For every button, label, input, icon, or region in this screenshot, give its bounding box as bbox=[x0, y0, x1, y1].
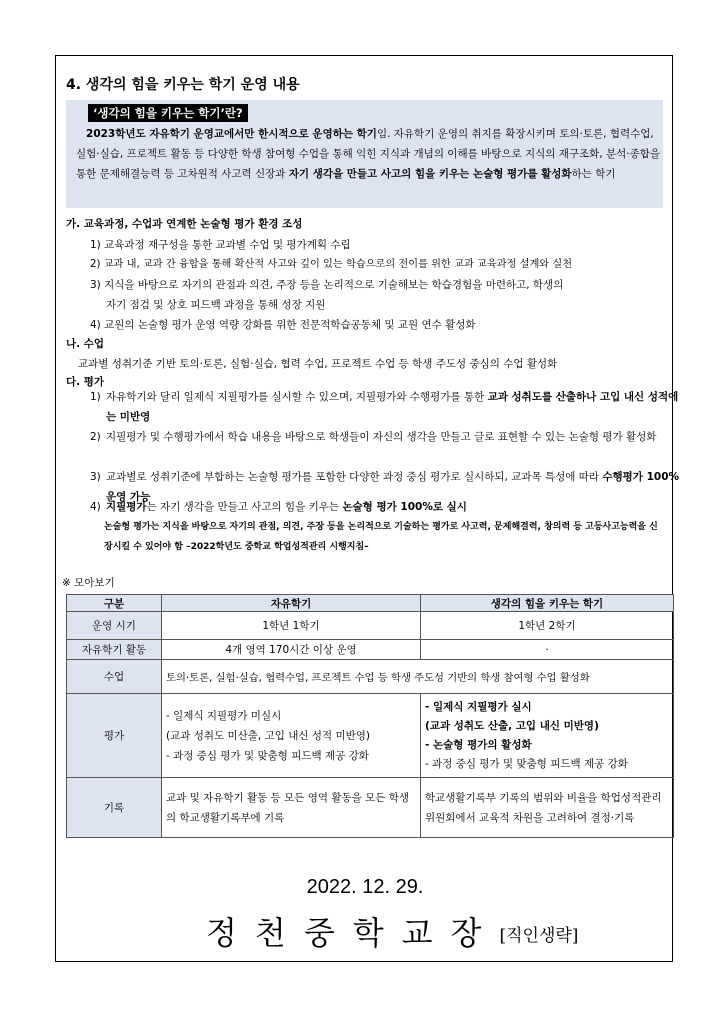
da-item-3-number: 3) bbox=[90, 471, 101, 483]
ga-item-3-cont: 자기 점검 및 상호 피드백 과정을 통해 성장 지원 bbox=[106, 299, 326, 311]
table-row bbox=[67, 640, 674, 660]
ga-title: 가. 교육과정, 수업과 연계한 논술형 평가 환경 조성 bbox=[66, 218, 303, 230]
row-label: 기록 bbox=[67, 778, 162, 838]
table-cell: 토의·토론, 실험·실습, 협력수업, 프로젝트 수업 등 학생 주도성 기반의 학생 참여형 수업 활성화 bbox=[162, 660, 674, 694]
header-free-semester: 자유학기 bbox=[162, 595, 421, 612]
definition-bold-1: 2023학년도 자유학기 운영교에서만 한시적으로 운영하는 학기 bbox=[86, 128, 377, 140]
da-item-3-bold: 수행평가 100% 운영 가능 bbox=[106, 471, 680, 503]
da-item-4-bold-1: 지필평가 bbox=[106, 501, 147, 513]
summary-note: ※ 모아보기 bbox=[62, 577, 115, 589]
da-item-1-number: 1) bbox=[90, 391, 101, 403]
da-item-4 bbox=[106, 497, 686, 517]
table-cell bbox=[162, 694, 421, 778]
cell-line: - 논술형 평가의 활성화 bbox=[425, 738, 532, 751]
signature-line bbox=[206, 908, 578, 954]
da-item-2-number: 2) bbox=[90, 431, 101, 443]
da-item-2: 지필평가 및 수행평가에서 학습 내용을 바탕으로 학생들이 자신의 생각을 만들고 글로 표현할 수 있는 논술형 평가 활성화 bbox=[106, 431, 657, 443]
da-item-1-bold: 교과 성취도를 산출하나 고입 내신 성적에는 미반영 bbox=[106, 391, 679, 423]
seal-note: [직인생략] bbox=[499, 926, 579, 946]
definition-end: 하는 학기 bbox=[571, 168, 616, 180]
evaluation-quote: 논술형 평가는 지식을 바탕으로 자기의 관점, 의견, 주장 등을 논리적으로 기술하는 평가로 사고력, 문제해결력, 창의력 등 고등사고능력을 신장시킬 수 있어야 함 –2022학년도 중학교 학업성적관리 시행지침– bbox=[104, 522, 658, 552]
table-cell: 4개 영역 170시간 이상 운영 bbox=[162, 640, 421, 660]
definition-bold-2: 자기 생각을 만들고 사고의 힘을 키우는 논술형 평가를 활성화 bbox=[288, 168, 572, 180]
da-item-4-bold-2: 논술형 평가 100%로 실시 bbox=[342, 501, 467, 513]
cell-line: - 과정 중심 평가 및 맞춤형 피드백 제공 강화 bbox=[425, 757, 628, 770]
da-item-1 bbox=[106, 387, 686, 427]
cell-line: - 일제식 지필평가 미실시 bbox=[166, 709, 282, 722]
ga-item-2: 2) 교과 내, 교과 간 융합을 통해 확산적 사고와 깊이 있는 학습으로의 전이를 위한 교과 교육과정 설계와 실천 bbox=[90, 259, 573, 270]
definition-label: ‘생각의 힘을 키우는 학기’란? bbox=[88, 104, 248, 122]
row-label: 수업 bbox=[67, 660, 162, 694]
table-cell: · bbox=[421, 640, 674, 660]
table-row bbox=[67, 612, 674, 640]
definition-text bbox=[76, 124, 661, 184]
cell-line: - 과정 중심 평가 및 맞춤형 피드백 제공 강화 bbox=[166, 749, 369, 762]
da-item-4-number: 4) bbox=[90, 501, 101, 513]
table-cell bbox=[421, 694, 674, 778]
table-cell: 학교생활기록부 기록의 범위와 비율을 학업성적관리위원회에서 교육적 차원을 고려하여 결정·기록 bbox=[421, 778, 674, 838]
ga-item-1: 1) 교육과정 재구성을 통한 교과별 수업 및 평가계획 수립 bbox=[90, 239, 351, 251]
da-item-4-text: 는 자기 생각을 만들고 사고의 힘을 키우는 bbox=[146, 501, 343, 513]
table-header-row bbox=[67, 595, 674, 612]
row-label: 운영 시기 bbox=[67, 612, 162, 640]
ga-item-3: 3) 지식을 바탕으로 자기의 관점과 의견, 주장 등을 논리적으로 기술해보는 학습경험을 마련하고, 학생의 bbox=[90, 279, 564, 291]
comparison-table bbox=[66, 594, 674, 838]
da-title: 다. 평가 bbox=[66, 376, 105, 388]
definition-box bbox=[66, 100, 663, 208]
table-row bbox=[67, 694, 674, 778]
header-category: 구분 bbox=[67, 595, 162, 612]
definition-mid: 임. 자유학기 운영의 취지를 확장시키며 토의·토론, 협력수업, 실험·실습, 프로젝트 활동 등 다양한 학생 참여형 수업을 통해 익힌 지식과 개념의 이해를 바탕으로 지식의 재구조화, 분석·종합을 통한 문제해결능력 등 고차원적 사고력 신장과 bbox=[76, 128, 661, 180]
na-title: 나. 수업 bbox=[66, 338, 105, 350]
section-title: 4. 생각의 힘을 키우는 학기 운영 내용 bbox=[66, 77, 300, 93]
table-cell: 1학년 1학기 bbox=[162, 612, 421, 640]
da-item-1-text: 자유학기와 달리 일제식 지필평가를 실시할 수 있으며, 지필평가와 수행평가를 통한 bbox=[106, 391, 488, 403]
table-row bbox=[67, 660, 674, 694]
document-date: 2022. 12. 29. bbox=[306, 876, 424, 898]
row-label: 자유학기 활동 bbox=[67, 640, 162, 660]
cell-line: (교과 성취도 산출, 고입 내신 미반영) bbox=[425, 719, 599, 732]
ga-item-4: 4) 교원의 논술형 평가 운영 역량 강화를 위한 전문적학습공동체 및 교원 연수 활성화 bbox=[90, 319, 476, 331]
signer-name: 정천중학교장 bbox=[206, 914, 500, 952]
na-text: 교과별 성취기준 기반 토의·토론, 실험·실습, 협력 수업, 프로젝트 수업 등 학생 주도성 중심의 수업 활성화 bbox=[78, 358, 558, 370]
document-page bbox=[55, 55, 680, 962]
table-row bbox=[67, 778, 674, 838]
table-cell: 교과 및 자유학기 활동 등 모든 영역 활동을 모든 학생의 학교생활기록부에 기록 bbox=[162, 778, 421, 838]
table-cell: 1학년 2학기 bbox=[421, 612, 674, 640]
cell-line: - 일제식 지필평가 실시 bbox=[425, 700, 532, 713]
da-item-3-text: 교과별로 성취기준에 부합하는 논술형 평가를 포함한 다양한 과정 중심 평가로 실시하되, 교과목 특성에 따라 bbox=[106, 471, 603, 483]
cell-line: (교과 성취도 미산출, 고입 내신 성적 미반영) bbox=[166, 729, 370, 742]
header-thinking-semester: 생각의 힘을 키우는 학기 bbox=[421, 595, 674, 612]
row-label: 평가 bbox=[67, 694, 162, 778]
